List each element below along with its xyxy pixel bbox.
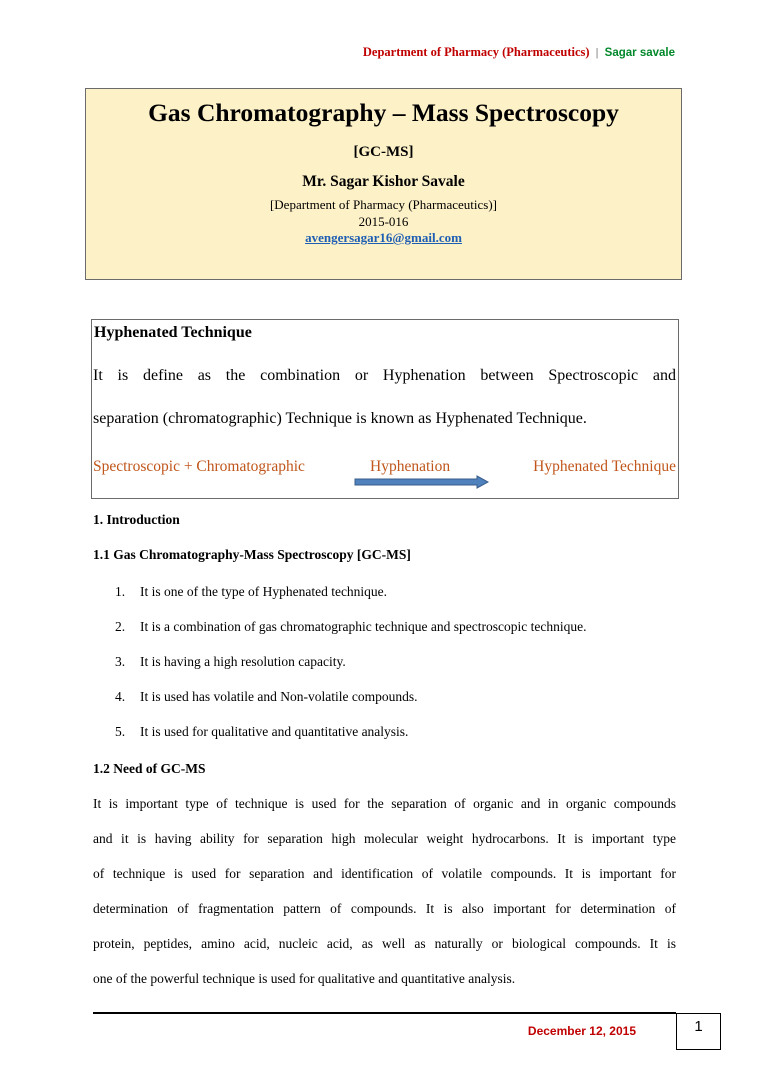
header-author: Sagar savale [604,47,675,59]
introduction-heading: 1. Introduction [93,512,180,527]
title-box [85,88,682,280]
gcms-subheading: 1.1 Gas Chromatography-Mass Spectroscopy [GC-MS] [93,547,411,562]
paragraph-line: of technique is used for separation and identification of volatile compounds. It is important for [93,866,676,881]
formula-right: Hyphenated Technique [533,458,676,475]
list-item-number: 5. [115,724,126,739]
header-separator: | [595,47,599,59]
author-email-line [86,230,681,246]
document-subtitle: [GC-MS] [353,144,414,160]
paragraph-line: protein, peptides, amino acid, nucleic acid, as well as naturally or biological compounds. It is [93,936,676,951]
right-arrow-icon [354,475,490,489]
author-department: [Department of Pharmacy (Pharmaceutics)] [269,197,498,212]
list-item-number: 2. [115,619,126,634]
list-item-number: 3. [115,654,126,669]
list-item-text: It is having a high resolution capacity. [140,654,346,669]
footer-divider [93,1012,676,1014]
list-item-text: It is one of the type of Hyphenated technique. [140,584,388,599]
formula-left: Spectroscopic + Chromatographic [93,458,305,475]
list-item-number: 4. [115,689,126,704]
list-item [115,584,387,600]
paragraph-line: one of the powerful technique is used for qualitative and quantitative analysis. [93,971,516,986]
need-of-gcms-heading: 1.2 Need of GC-MS [93,761,206,776]
list-item [115,724,408,740]
list-item [115,654,346,670]
author-email-link[interactable]: avengersagar16@gmail.com [305,230,462,245]
list-item [115,689,417,705]
paragraph-line: and it is having ability for separation high molecular weight hydrocarbons. It is important type [93,831,676,846]
hyphenated-heading: Hyphenated Technique [94,324,252,341]
list-item-text: It is used for qualitative and quantitative analysis. [140,724,409,739]
document-title: Gas Chromatography – Mass Spectroscopy [148,98,619,127]
list-item-text: It is a combination of gas chromatographic technique and spectroscopic technique. [140,619,587,634]
header-department: Department of Pharmacy (Pharmaceutics) [362,45,590,59]
paragraph-line: determination of fragmentation pattern of compounds. It is also important for determination of [93,901,676,916]
formula-middle: Hyphenation [370,458,451,475]
hyphenated-technique-box [91,319,679,499]
list-item-number: 1. [115,584,126,599]
paragraph-line: It is important type of technique is used for the separation of organic and in organic compounds [93,796,676,811]
author-name: Mr. Sagar Kishor Savale [302,173,465,190]
list-item-text: It is used has volatile and Non-volatile compounds. [140,689,418,704]
page-header [363,45,675,60]
hyphenated-definition-line1: It is define as the combination or Hyphenation between Spectroscopic and [93,367,676,384]
page-number: 1 [676,1013,721,1050]
academic-year: 2015-016 [358,214,409,229]
hyphenated-definition-line2: separation (chromatographic) Technique is known as Hyphenated Technique. [93,410,587,427]
list-item [115,619,586,635]
footer-date: December 12, 2015 [527,1024,636,1038]
